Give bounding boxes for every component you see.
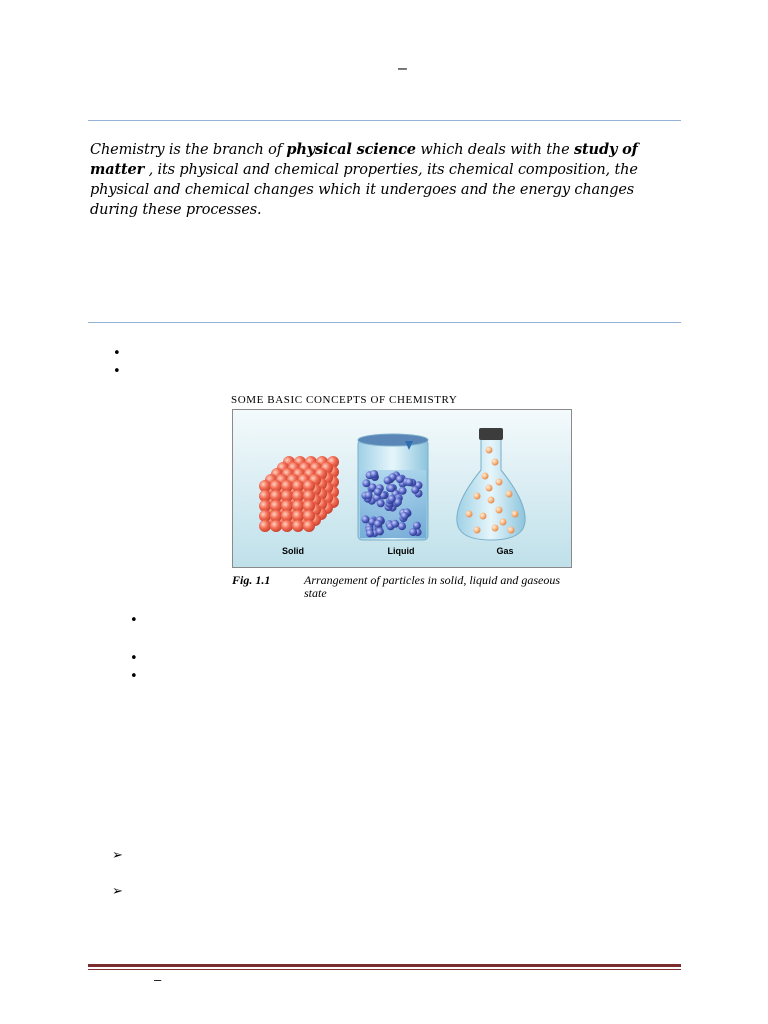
particle xyxy=(376,527,384,535)
section-divider xyxy=(88,322,681,323)
particle xyxy=(474,527,481,534)
top-divider xyxy=(88,120,681,121)
header-dash: – xyxy=(398,60,407,77)
particle xyxy=(259,520,271,532)
chemistry-definition xyxy=(90,140,682,220)
particle xyxy=(303,520,315,532)
caption-text: Arrangement of particles in solid, liquid and gaseous state xyxy=(304,573,560,600)
figure-heading: SOME BASIC CONCEPTS OF CHEMISTRY xyxy=(231,394,458,406)
particle xyxy=(366,529,374,537)
states-of-matter-illustration xyxy=(233,410,571,567)
particle xyxy=(488,497,495,504)
particle xyxy=(398,522,406,530)
particle xyxy=(466,511,473,518)
caption-label: Fig. 1.1 xyxy=(232,573,271,587)
states-of-matter-figure xyxy=(232,409,572,568)
particle xyxy=(496,479,503,486)
particle xyxy=(281,520,293,532)
particle xyxy=(374,520,382,528)
label-liquid: Liquid xyxy=(387,546,415,556)
liquid-beaker xyxy=(358,434,428,540)
arrow-bullet-1: ➢ xyxy=(112,848,123,863)
definition-text-2: which deals with the xyxy=(415,142,574,158)
particle xyxy=(384,477,392,485)
particle xyxy=(486,447,493,454)
particle xyxy=(387,484,395,492)
particle xyxy=(391,520,399,528)
particle xyxy=(496,507,503,514)
particle xyxy=(506,491,513,498)
bullet-5: • xyxy=(130,669,138,684)
particle xyxy=(508,527,515,534)
particle xyxy=(492,525,499,532)
particle xyxy=(396,475,404,483)
particle xyxy=(480,513,487,520)
figure-caption xyxy=(232,574,577,600)
footer-divider-thin xyxy=(88,969,681,970)
particle xyxy=(482,473,489,480)
particle xyxy=(411,486,419,494)
keyword-physical-science: physical science xyxy=(286,141,416,158)
particle xyxy=(270,520,282,532)
particle xyxy=(401,512,409,520)
bullet-4: • xyxy=(130,651,138,666)
bullet-2: • xyxy=(113,364,121,379)
particle xyxy=(399,487,407,495)
bullet-3: • xyxy=(130,613,138,628)
keyword-study-of-matter: study of matter xyxy=(90,141,638,178)
footer-divider-thick xyxy=(88,964,681,967)
particle xyxy=(492,459,499,466)
footer-dash: – xyxy=(154,972,162,987)
definition-text-1: Chemistry is the branch of xyxy=(90,142,287,158)
particle xyxy=(486,485,493,492)
particle xyxy=(388,495,396,503)
particle xyxy=(374,488,382,496)
particle xyxy=(413,522,421,530)
label-solid: Solid xyxy=(282,546,304,556)
arrow-bullet-2: ➢ xyxy=(112,884,123,899)
particle xyxy=(377,499,385,507)
particle xyxy=(474,493,481,500)
particle xyxy=(362,479,370,487)
definition-text-3: , its physical and chemical properties, its chemical composition, the physical and chemical changes which it undergoes and the energy changes during these processes. xyxy=(90,162,638,218)
particle xyxy=(512,511,519,518)
bullet-1: • xyxy=(113,346,121,361)
particle xyxy=(365,491,373,499)
particle xyxy=(362,515,370,523)
label-gas: Gas xyxy=(496,546,514,556)
particle xyxy=(405,478,413,486)
particle xyxy=(370,470,378,478)
particle xyxy=(292,520,304,532)
particle xyxy=(500,519,507,526)
